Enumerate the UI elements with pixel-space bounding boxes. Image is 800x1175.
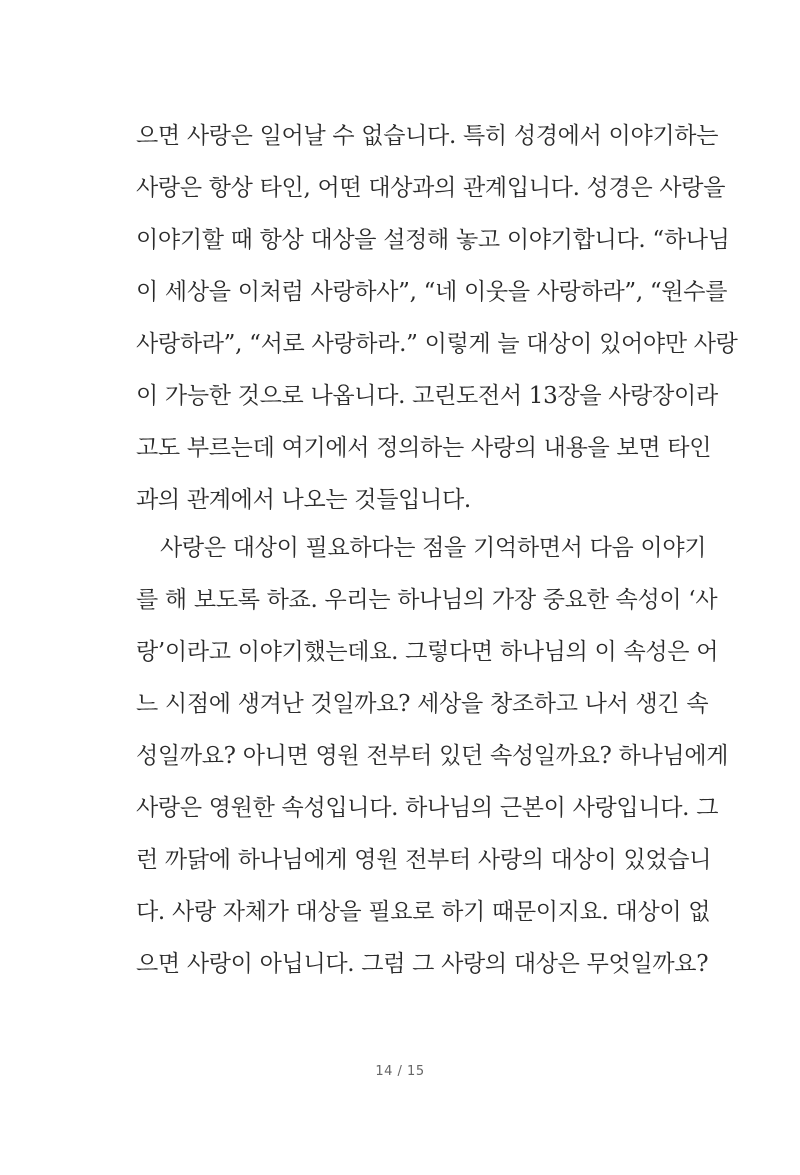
text-line: 이야기할 때 항상 대상을 설정해 놓고 이야기합니다. “하나님 bbox=[136, 227, 730, 253]
paragraph-1 bbox=[136, 110, 738, 526]
text-line: 고도 부르는데 여기에서 정의하는 사랑의 내용을 보면 타인 bbox=[136, 435, 712, 461]
text-line: 사랑은 항상 타인, 어떤 대상과의 관계입니다. 성경은 사랑을 bbox=[136, 175, 726, 201]
text-line: 런 까닭에 하나님에게 영원 전부터 사랑의 대상이 있었습니 bbox=[136, 847, 712, 873]
page-number: 14 / 15 bbox=[375, 1064, 425, 1079]
paragraph-2 bbox=[136, 522, 729, 990]
text-line-indented: 사랑은 대상이 필요하다는 점을 기억하면서 다음 이야기 bbox=[160, 535, 707, 561]
text-line: 랑’이라고 이야기했는데요. 그렇다면 하나님의 이 속성은 어 bbox=[136, 639, 719, 665]
text-line: 이 세상을 이처럼 사랑하사”, “네 이웃을 사랑하라”, “원수를 bbox=[136, 279, 728, 305]
text-line: 느 시점에 생겨난 것일까요? 세상을 창조하고 나서 생긴 속 bbox=[136, 691, 709, 717]
text-line: 과의 관계에서 나오는 것들입니다. bbox=[136, 487, 471, 513]
text-line: 이 가능한 것으로 나옵니다. 고린도전서 13장을 사랑장이라 bbox=[136, 383, 718, 409]
text-line: 으면 사랑이 아닙니다. 그럼 그 사랑의 대상은 무엇일까요? bbox=[136, 951, 709, 977]
text-line: 성일까요? 아니면 영원 전부터 있던 속성일까요? 하나님에게 bbox=[136, 743, 729, 769]
text-line: 를 해 보도록 하죠. 우리는 하나님의 가장 중요한 속성이 ‘사 bbox=[136, 587, 718, 613]
text-line: 다. 사랑 자체가 대상을 필요로 하기 때문이지요. 대상이 없 bbox=[136, 899, 711, 925]
text-line: 으면 사랑은 일어날 수 없습니다. 특히 성경에서 이야기하는 bbox=[136, 123, 719, 149]
text-line: 사랑은 영원한 속성입니다. 하나님의 근본이 사랑입니다. 그 bbox=[136, 795, 719, 821]
text-line: 사랑하라”, “서로 사랑하라.” 이렇게 늘 대상이 있어야만 사랑 bbox=[136, 331, 738, 357]
